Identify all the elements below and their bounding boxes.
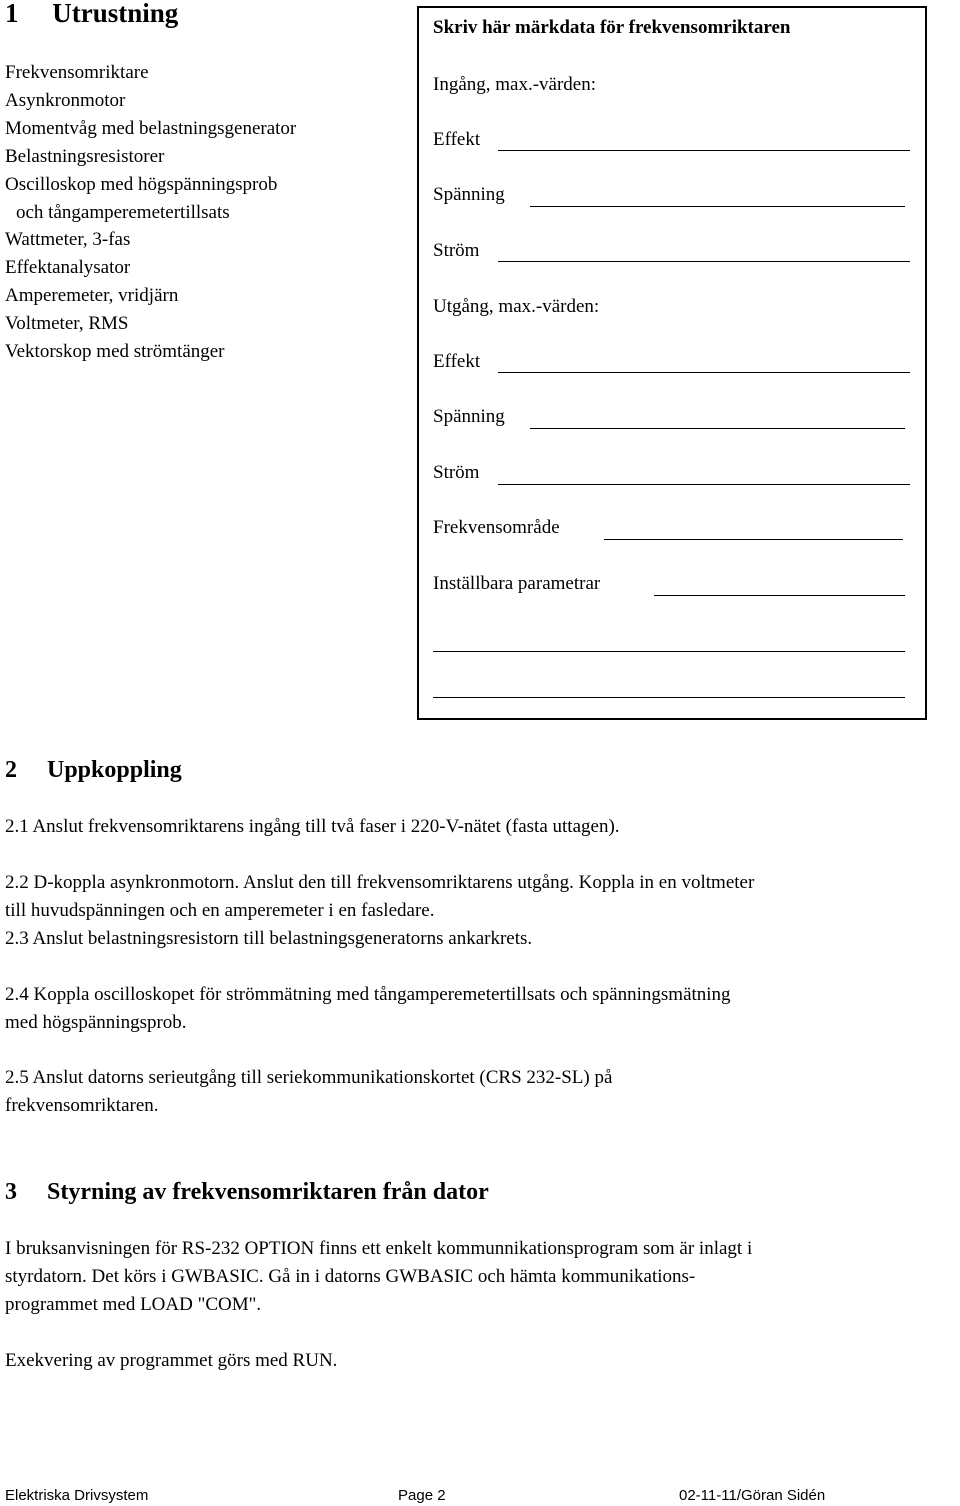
parametrar-field-line-3[interactable] <box>433 697 905 698</box>
step-2-5-line2: frekvensomriktaren. <box>5 1095 159 1116</box>
list-item: Momentvåg med belastningsgenerator <box>5 117 297 139</box>
equipment-list <box>5 59 296 366</box>
output-max-heading: Utgång, max.-värden: <box>433 296 600 317</box>
step-2-2-line2: till huvudspänningen och en amperemeter i en fasledare. <box>5 900 435 921</box>
list-item: Voltmeter, RMS <box>5 313 129 335</box>
input-spanning-label: Spänning <box>433 184 505 205</box>
footer-right: 02-11-11/Göran Sidén <box>679 1487 826 1504</box>
parametrar-field-line-2[interactable] <box>433 651 905 652</box>
list-item: Oscilloskop med högspänningsprob <box>5 173 278 195</box>
output-effekt-label: Effekt <box>433 351 481 372</box>
list-item: Vektorskop med strömtänger <box>5 341 225 363</box>
section3-p1-line2: styrdatorn. Det körs i GWBASIC. Gå in i datorns GWBASIC och hämta kommunikations- <box>5 1266 696 1287</box>
rating-data-form <box>417 6 927 720</box>
output-strom-field[interactable] <box>498 484 910 485</box>
list-item: och tångamperemetertillsats <box>16 201 230 223</box>
section3-p1-line3: programmet med LOAD "COM". <box>5 1294 262 1315</box>
output-spanning-label: Spänning <box>433 406 505 427</box>
step-2-2-line1: 2.2 D-koppla asynkronmotorn. Anslut den till frekvensomriktarens utgång. Koppla in en voltmeter <box>5 872 755 893</box>
form-title: Skriv här märkdata för frekvensomriktaren <box>433 17 791 38</box>
output-strom-label: Ström <box>433 462 480 483</box>
section1-heading: 1 Utrustning <box>5 0 179 28</box>
section2-heading: 2 Uppkoppling <box>5 757 182 783</box>
footer-left: Elektriska Drivsystem <box>5 1487 149 1504</box>
input-effekt-field[interactable] <box>498 150 910 151</box>
step-2-1: 2.1 Anslut frekvensomriktarens ingång till två faser i 220-V-nätet (fasta uttagen). <box>5 816 620 837</box>
parametrar-field[interactable] <box>654 595 905 596</box>
output-effekt-field[interactable] <box>498 372 910 373</box>
input-effekt-label: Effekt <box>433 129 481 150</box>
footer-page-number: Page 2 <box>398 1487 446 1504</box>
input-strom-field[interactable] <box>498 261 910 262</box>
step-2-5-line1: 2.5 Anslut datorns serieutgång till seriekommunikationskortet (CRS 232-SL) på <box>5 1067 613 1088</box>
frekvensomrade-label: Frekvensområde <box>433 517 560 538</box>
section3-heading: 3 Styrning av frekvensomriktaren från dator <box>5 1179 489 1205</box>
step-2-4-line2: med högspänningsprob. <box>5 1012 187 1033</box>
parametrar-label: Inställbara parametrar <box>433 573 601 594</box>
list-item: Frekvensomriktare <box>5 62 149 83</box>
input-max-heading: Ingång, max.-värden: <box>433 74 597 95</box>
step-2-4-line1: 2.4 Koppla oscilloskopet för strömmätning med tångamperemetertillsats och spänningsmätning <box>5 984 731 1005</box>
list-item: Effektanalysator <box>5 257 131 279</box>
section3-p1-line1: I bruksanvisningen för RS-232 OPTION finns ett enkelt kommunnikationsprogram som är inlagt i <box>5 1238 753 1259</box>
list-item: Wattmeter, 3-fas <box>5 229 131 251</box>
list-item: Amperemeter, vridjärn <box>5 285 179 307</box>
frekvensomrade-field[interactable] <box>604 539 903 540</box>
input-spanning-field[interactable] <box>530 206 905 207</box>
section3-p2: Exekvering av programmet görs med RUN. <box>5 1350 338 1371</box>
step-2-3: 2.3 Anslut belastningsresistorn till belastningsgeneratorns ankarkrets. <box>5 928 533 949</box>
input-strom-label: Ström <box>433 240 480 261</box>
list-item: Asynkronmotor <box>5 89 126 111</box>
list-item: Belastningsresistorer <box>5 145 165 167</box>
output-spanning-field[interactable] <box>530 428 905 429</box>
